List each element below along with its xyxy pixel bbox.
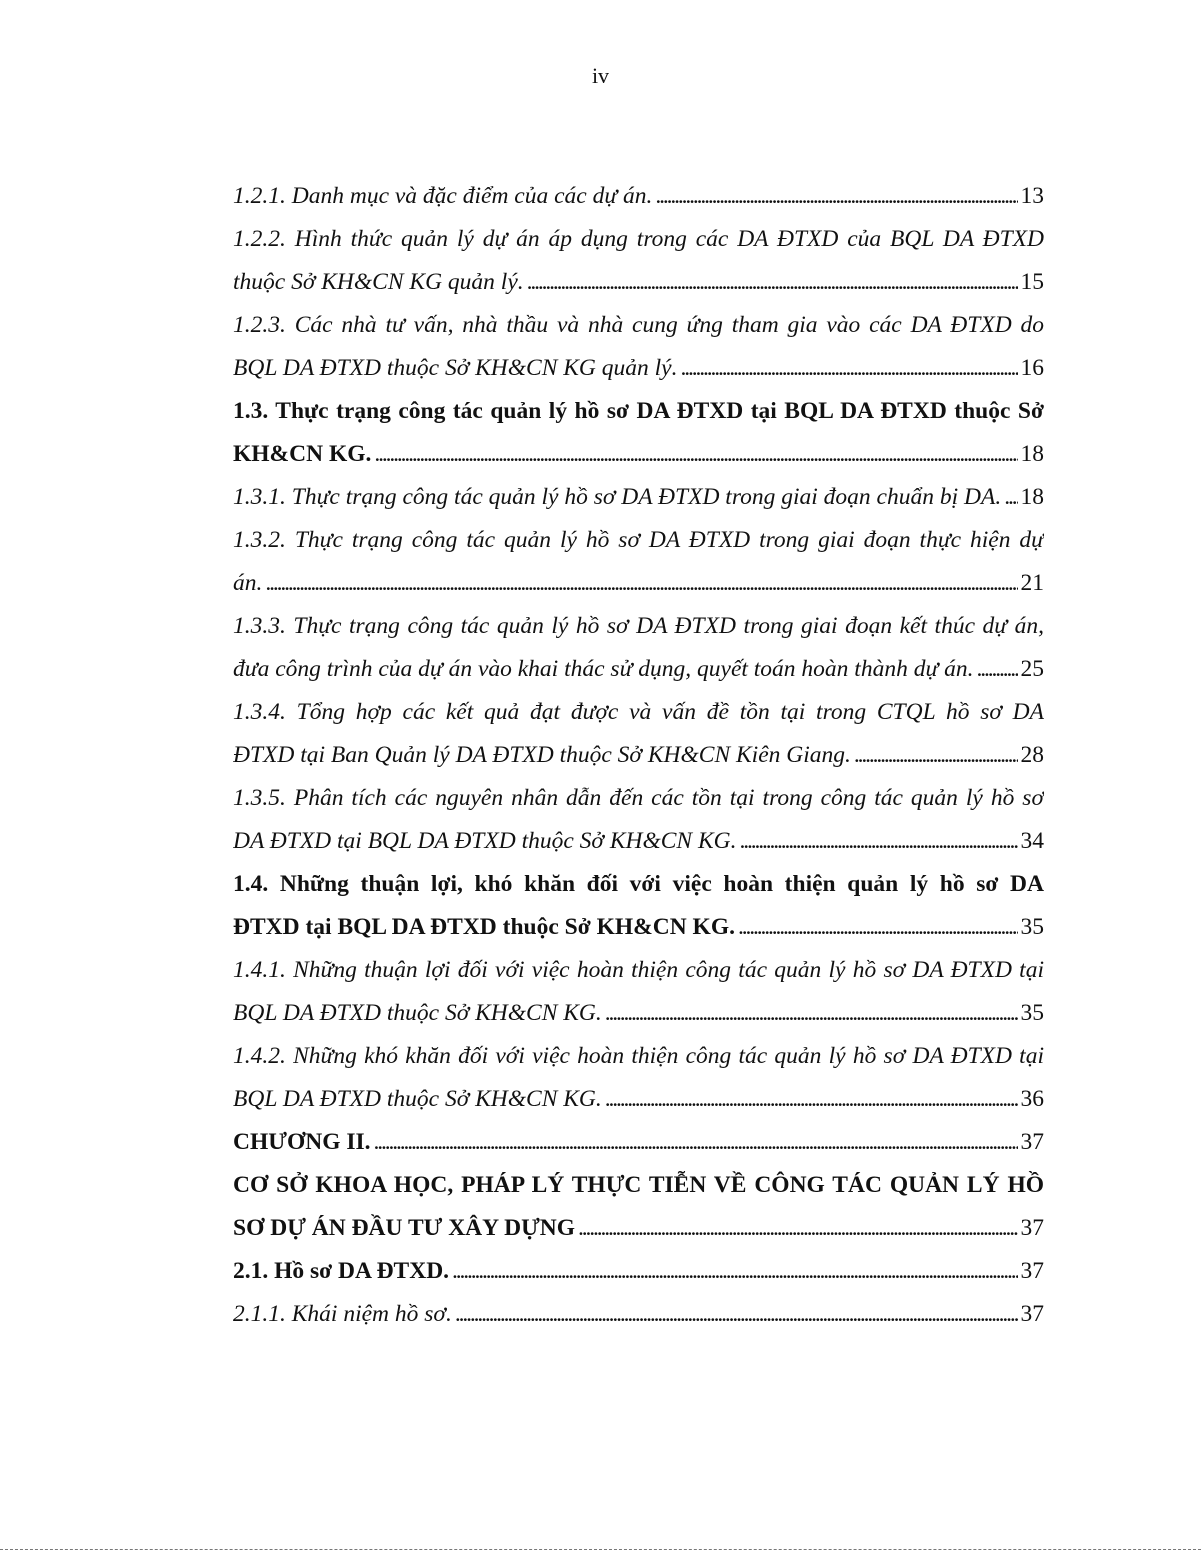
toc-entry[interactable] bbox=[233, 691, 1044, 777]
toc-entry-last-line bbox=[233, 1121, 1044, 1164]
dot-leader bbox=[681, 347, 1018, 390]
toc-entry[interactable] bbox=[233, 519, 1044, 605]
toc-entry-title: 1.2.1. Danh mục và đặc điểm của các dự án. bbox=[233, 183, 653, 209]
table-of-contents bbox=[233, 175, 1044, 1336]
toc-page-number: 36 bbox=[1020, 1086, 1044, 1112]
toc-entry-title: 1.3.5. Phân tích các nguyên nhân dẫn đến các tồn tại trong công tác quản lý hồ sơ bbox=[233, 785, 1044, 811]
dot-leader bbox=[374, 1121, 1018, 1164]
toc-entry[interactable] bbox=[233, 1250, 1044, 1293]
toc-entry-last-line bbox=[233, 1078, 1044, 1121]
toc-page-number: 13 bbox=[1020, 183, 1044, 209]
toc-entry[interactable] bbox=[233, 863, 1044, 949]
toc-entry[interactable] bbox=[233, 304, 1044, 390]
toc-entry-title: 1.3.4. Tổng hợp các kết quả đạt được và vấn đề tồn tại trong CTQL hồ sơ DA bbox=[233, 699, 1044, 725]
toc-entry-title: 1.3.1. Thực trạng công tác quản lý hồ sơ DA ĐTXD trong giai đoạn chuẩn bị DA. bbox=[233, 484, 1002, 510]
toc-entry-title: BQL DA ĐTXD thuộc Sở KH&CN KG. bbox=[233, 1086, 602, 1112]
toc-entry-title: BQL DA ĐTXD thuộc Sở KH&CN KG. bbox=[233, 1000, 602, 1026]
toc-entry-last-line bbox=[233, 992, 1044, 1035]
dot-leader bbox=[265, 562, 1017, 605]
toc-entry-last-line bbox=[233, 1207, 1044, 1250]
dot-leader bbox=[655, 175, 1017, 218]
dot-leader bbox=[605, 1078, 1018, 1121]
toc-page-number: 34 bbox=[1020, 828, 1044, 854]
toc-entry-title: 1.2.3. Các nhà tư vấn, nhà thầu và nhà cung ứng tham gia vào các DA ĐTXD do bbox=[233, 312, 1044, 338]
toc-entry-title: 1.4.2. Những khó khăn đối với việc hoàn thiện công tác quản lý hồ sơ DA ĐTXD tại bbox=[233, 1043, 1044, 1069]
toc-page-number: 21 bbox=[1020, 570, 1044, 596]
toc-entry[interactable] bbox=[233, 949, 1044, 1035]
toc-entry[interactable] bbox=[233, 1121, 1044, 1164]
toc-page-number: 25 bbox=[1020, 656, 1044, 682]
toc-entry-last-line bbox=[233, 906, 1044, 949]
toc-page-number: 37 bbox=[1020, 1215, 1044, 1241]
toc-page-number: 35 bbox=[1020, 1000, 1044, 1026]
dot-leader bbox=[527, 261, 1018, 304]
dot-leader bbox=[452, 1250, 1017, 1293]
toc-entry-title: đưa công trình của dự án vào khai thác sử dụng, quyết toán hoàn thành dự án. bbox=[233, 656, 974, 682]
toc-entry-title: 1.4. Những thuận lợi, khó khăn đối với việc hoàn thiện quản lý hồ sơ DA bbox=[233, 871, 1044, 897]
dot-leader bbox=[977, 648, 1018, 691]
toc-entry[interactable] bbox=[233, 390, 1044, 476]
toc-entry-last-line bbox=[233, 1250, 1044, 1293]
toc-entry-last-line bbox=[233, 648, 1044, 691]
toc-entry-title: KH&CN KG. bbox=[233, 441, 372, 467]
toc-entry[interactable] bbox=[233, 605, 1044, 691]
dot-leader bbox=[455, 1293, 1018, 1336]
toc-entry-title: 1.4.1. Những thuận lợi đối với việc hoàn thiện công tác quản lý hồ sơ DA ĐTXD tại bbox=[233, 957, 1044, 983]
toc-page-number: 15 bbox=[1020, 269, 1044, 295]
toc-entry-title: CƠ SỞ KHOA HỌC, PHÁP LÝ THỰC TIỄN VỀ CÔNG TÁC QUẢN LÝ HỒ bbox=[233, 1172, 1044, 1198]
toc-entry-last-line bbox=[233, 433, 1044, 476]
toc-entry[interactable] bbox=[233, 1164, 1044, 1250]
toc-entry-last-line bbox=[233, 1293, 1044, 1336]
toc-entry[interactable] bbox=[233, 1035, 1044, 1121]
toc-page-number: 18 bbox=[1020, 441, 1044, 467]
toc-entry[interactable] bbox=[233, 218, 1044, 304]
toc-entry-last-line bbox=[233, 820, 1044, 863]
toc-entry-title: CHƯƠNG II. bbox=[233, 1129, 371, 1155]
toc-entry-title: án. bbox=[233, 570, 263, 596]
toc-entry-last-line bbox=[233, 347, 1044, 390]
page-number: iv bbox=[591, 63, 610, 88]
toc-entry-title: ĐTXD tại Ban Quản lý DA ĐTXD thuộc Sở KH&CN Kiên Giang. bbox=[233, 742, 851, 768]
toc-entry-title: ĐTXD tại BQL DA ĐTXD thuộc Sở KH&CN KG. bbox=[233, 914, 735, 940]
toc-page-number: 28 bbox=[1020, 742, 1044, 768]
toc-page-number: 37 bbox=[1020, 1129, 1044, 1155]
toc-entry-title: SƠ DỰ ÁN ĐẦU TƯ XÂY DỰNG bbox=[233, 1215, 576, 1241]
toc-page-number: 37 bbox=[1020, 1258, 1044, 1284]
toc-entry-title: DA ĐTXD tại BQL DA ĐTXD thuộc Sở KH&CN KG. bbox=[233, 828, 737, 854]
toc-page-number: 16 bbox=[1020, 355, 1044, 381]
toc-entry[interactable] bbox=[233, 777, 1044, 863]
toc-entry-title: 1.2.2. Hình thức quản lý dự án áp dụng trong các DA ĐTXD của BQL DA ĐTXD bbox=[233, 226, 1044, 252]
toc-entry-title: 1.3.3. Thực trạng công tác quản lý hồ sơ DA ĐTXD trong giai đoạn kết thúc dự án, bbox=[233, 613, 1044, 639]
dot-leader bbox=[738, 906, 1018, 949]
dot-leader bbox=[578, 1207, 1017, 1250]
toc-entry[interactable] bbox=[233, 175, 1044, 218]
toc-entry-title: 1.3. Thực trạng công tác quản lý hồ sơ DA ĐTXD tại BQL DA ĐTXD thuộc Sở bbox=[233, 398, 1044, 424]
dot-leader bbox=[854, 734, 1018, 777]
toc-entry-last-line bbox=[233, 476, 1044, 519]
dot-leader bbox=[374, 433, 1017, 476]
bottom-divider bbox=[0, 1549, 1201, 1552]
toc-entry-title: thuộc Sở KH&CN KG quản lý. bbox=[233, 269, 524, 295]
toc-page-number: 35 bbox=[1020, 914, 1044, 940]
dot-leader bbox=[1004, 476, 1017, 519]
dot-leader bbox=[739, 820, 1017, 863]
toc-entry[interactable] bbox=[233, 476, 1044, 519]
dot-leader bbox=[605, 992, 1018, 1035]
toc-entry-last-line bbox=[233, 734, 1044, 777]
toc-entry-title: 2.1. Hồ sơ DA ĐTXD. bbox=[233, 1258, 450, 1284]
toc-entry-last-line bbox=[233, 261, 1044, 304]
toc-page-number: 18 bbox=[1020, 484, 1044, 510]
toc-page-number: 37 bbox=[1020, 1301, 1044, 1327]
toc-entry-last-line bbox=[233, 562, 1044, 605]
toc-entry-title: BQL DA ĐTXD thuộc Sở KH&CN KG quản lý. bbox=[233, 355, 678, 381]
toc-entry-title: 1.3.2. Thực trạng công tác quản lý hồ sơ DA ĐTXD trong giai đoạn thực hiện dự bbox=[233, 527, 1044, 553]
toc-entry-last-line bbox=[233, 175, 1044, 218]
toc-entry-title: 2.1.1. Khái niệm hồ sơ. bbox=[233, 1301, 452, 1327]
toc-entry[interactable] bbox=[233, 1293, 1044, 1336]
